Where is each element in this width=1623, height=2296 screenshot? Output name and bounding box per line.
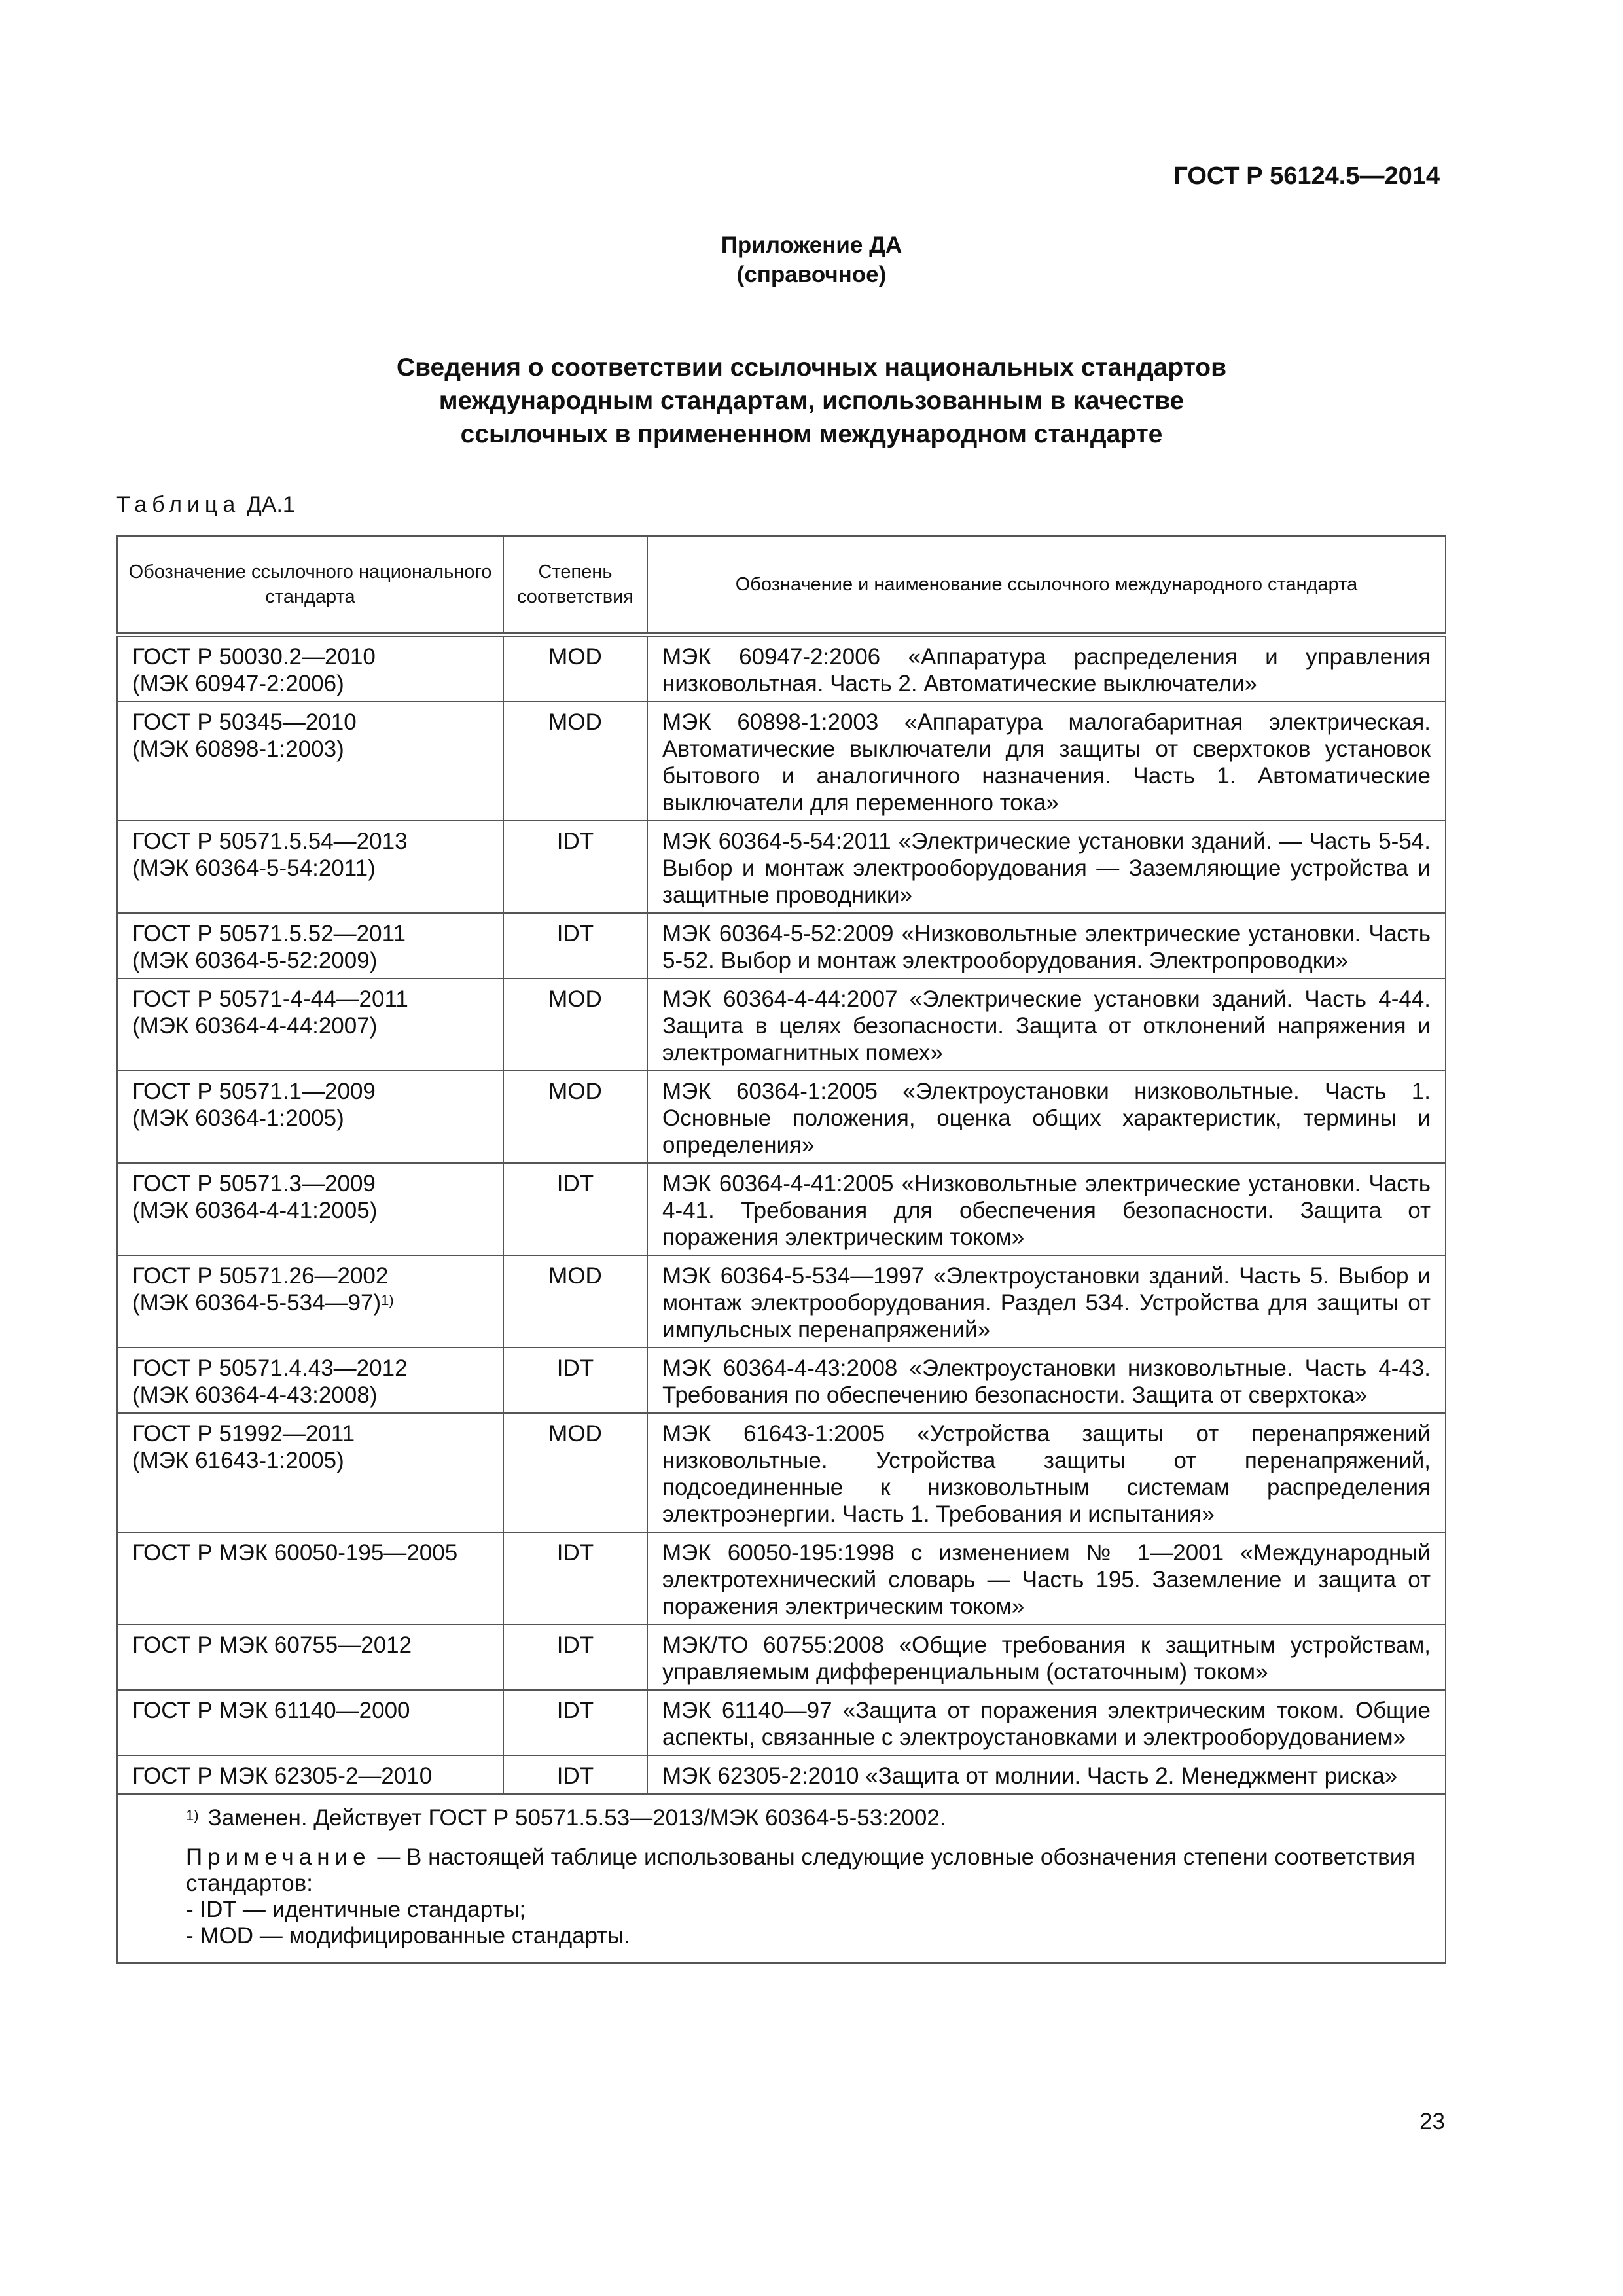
appendix-heading (0, 230, 1623, 289)
table-label-word: Таблица (116, 492, 241, 517)
national-standard-cell: ГОСТ Р 50030.2—2010 (МЭК 60947-2:2006) (117, 635, 503, 702)
national-standard-cell: ГОСТ Р 50571.26—2002 (МЭК 60364-5-534—97)$^{1)}$ (117, 1255, 503, 1348)
note-list-item: - MOD — модифицированные стандарты. (186, 1923, 631, 1948)
table-row (117, 1163, 1446, 1255)
degree-cell: MOD (503, 1071, 647, 1163)
international-standard-cell: МЭК 60364-5-534—1997 «Электроустановки зданий. Часть 5. Выбор и монтаж электрооборудования. Раздел 534. Устройства для защиты от импульсных перенапряжений» (647, 1255, 1446, 1348)
degree-cell: MOD (503, 1413, 647, 1532)
table-row (117, 1413, 1446, 1532)
international-standard-cell: МЭК/ТО 60755:2008 «Общие требования к защитным устройствам, управляемым дифференциальным (остаточным) током» (647, 1624, 1446, 1690)
table-row (117, 821, 1446, 913)
international-standard-cell: МЭК 60364-5-52:2009 «Низковольтные электрические установки. Часть 5-52. Выбор и монтаж электрооборудования. Электропроводки» (647, 913, 1446, 978)
reference-table (116, 535, 1446, 1964)
notes-cell (117, 1794, 1446, 1963)
table-row (117, 1624, 1446, 1690)
national-standard-cell: ГОСТ Р 50571-4-44—2011 (МЭК 60364-4-44:2007) (117, 978, 503, 1071)
footnote-text: Заменен. Действует ГОСТ Р 50571.5.53—2013/МЭК 60364-5-53:2002. (207, 1805, 946, 1831)
degree-cell: IDT (503, 1755, 647, 1794)
degree-cell: MOD (503, 978, 647, 1071)
table-label (116, 492, 295, 518)
table-row (117, 1690, 1446, 1755)
degree-cell: IDT (503, 1348, 647, 1413)
international-standard-cell: МЭК 60364-4-43:2008 «Электроустановки низковольтные. Часть 4-43. Требования по обеспечению безопасности. Защита от сверхтока» (647, 1348, 1446, 1413)
notes-row (117, 1794, 1446, 1963)
national-standard-cell: ГОСТ Р 50571.4.43—2012 (МЭК 60364-4-43:2008) (117, 1348, 503, 1413)
degree-cell: MOD (503, 635, 647, 702)
table-row (117, 1348, 1446, 1413)
international-standard-cell: МЭК 60050-195:1998 с изменением № 1—2001 «Международный электротехнический словарь — Часть 195. Заземление и защита от поражения электрическим током» (647, 1532, 1446, 1624)
national-standard-cell: ГОСТ Р 50571.5.52—2011 (МЭК 60364-5-52:2009) (117, 913, 503, 978)
international-standard-cell: МЭК 62305-2:2010 «Защита от молнии. Часть 2. Менеджмент риска» (647, 1755, 1446, 1794)
page-number: 23 (1419, 2109, 1445, 2134)
table-row (117, 1755, 1446, 1794)
table-row (117, 702, 1446, 821)
degree-cell: MOD (503, 702, 647, 821)
appendix-title: Приложение ДА (721, 232, 902, 258)
national-standard-cell: ГОСТ Р МЭК 61140—2000 (117, 1690, 503, 1755)
table-row (117, 635, 1446, 702)
degree-cell: IDT (503, 1532, 647, 1624)
document-code: ГОСТ Р 56124.5—2014 (1173, 162, 1440, 190)
table-body (117, 635, 1446, 1795)
international-standard-cell: МЭК 60364-4-41:2005 «Низковольтные электрические установки. Часть 4-41. Требования для обеспечения безопасности. Защита от поражения электрическим током» (647, 1163, 1446, 1255)
degree-cell: IDT (503, 1163, 647, 1255)
national-standard-cell: ГОСТ Р 50571.5.54—2013 (МЭК 60364-5-54:2011) (117, 821, 503, 913)
table-row (117, 913, 1446, 978)
section-title-line: международным стандартам, использованным в качестве (438, 387, 1185, 415)
international-standard-cell: МЭК 60364-5-54:2011 «Электрические установки зданий. — Часть 5-54. Выбор и монтаж электрооборудования — Заземляющие устройства и защитные проводники» (647, 821, 1446, 913)
degree-cell: IDT (503, 1624, 647, 1690)
footnote-reference: 1) (381, 1292, 394, 1308)
column-header-degree: Степень соответствия (503, 536, 647, 635)
international-standard-cell: МЭК 60364-4-44:2007 «Электрические установки зданий. Часть 4-44. Защита в целях безопасности. Защита от отклонений напряжения и электромагнитных помех» (647, 978, 1446, 1071)
note (132, 1844, 1431, 1897)
note-text: — В настоящей таблице использованы следующие условные обозначения степени соответствия стандартов: (186, 1844, 1416, 1896)
table-row (117, 1071, 1446, 1163)
table-row (117, 978, 1446, 1071)
international-standard-cell: МЭК 61140—97 «Защита от поражения электрическим током. Общие аспекты, связанные с электроустановками и электрооборудованием» (647, 1690, 1446, 1755)
national-standard-cell: ГОСТ Р 51992—2011 (МЭК 61643-1:2005) (117, 1413, 503, 1532)
degree-cell: IDT (503, 913, 647, 978)
national-standard-cell: ГОСТ Р МЭК 60755—2012 (117, 1624, 503, 1690)
section-title-line: ссылочных в примененном международном стандарте (460, 420, 1163, 448)
note-label: Примечание (186, 1844, 371, 1870)
international-standard-cell: МЭК 60364-1:2005 «Электроустановки низковольтные. Часть 1. Основные положения, оценка общих характеристик, термины и определения» (647, 1071, 1446, 1163)
table-row (117, 1255, 1446, 1348)
appendix-subtitle: (справочное) (736, 262, 887, 287)
international-standard-cell: МЭК 60898-1:2003 «Аппаратура малогабаритная электрическая. Автоматические выключатели для защиты от сверхтоков установок бытового и аналогичного назначения. Часть 1. Автоматические выключатели для переменного тока» (647, 702, 1446, 821)
national-standard-cell: ГОСТ Р 50345—2010 (МЭК 60898-1:2003) (117, 702, 503, 821)
footnote-marker: 1) (186, 1807, 199, 1823)
section-title (0, 351, 1623, 451)
column-header-international: Обозначение и наименование ссылочного международного стандарта (647, 536, 1446, 635)
national-standard-cell: ГОСТ Р 50571.1—2009 (МЭК 60364-1:2005) (117, 1071, 503, 1163)
degree-cell: IDT (503, 821, 647, 913)
column-header-national: Обозначение ссылочного национального стандарта (117, 536, 503, 635)
national-standard-cell: ГОСТ Р 50571.3—2009 (МЭК 60364-4-41:2005) (117, 1163, 503, 1255)
international-standard-cell: МЭК 61643-1:2005 «Устройства защиты от перенапряжений низковольтные. Устройства защиты от перенапряжений, подсоединенные к низковольтным системам распределения электроэнергии. Часть 1. Требования и испытания» (647, 1413, 1446, 1532)
note-list-item: - IDT — идентичные стандарты; (186, 1897, 526, 1922)
section-title-line: Сведения о соответствии ссылочных национальных стандартов (396, 353, 1227, 382)
degree-cell: IDT (503, 1690, 647, 1755)
table-row (117, 1532, 1446, 1624)
national-standard-cell: ГОСТ Р МЭК 60050-195—2005 (117, 1532, 503, 1624)
table-header-row (117, 536, 1446, 635)
table-label-number: ДА.1 (246, 492, 295, 517)
footnote (132, 1805, 1431, 1831)
degree-cell: MOD (503, 1255, 647, 1348)
international-standard-cell: МЭК 60947-2:2006 «Аппаратура распределения и управления низковольтная. Часть 2. Автоматические выключатели» (647, 635, 1446, 702)
national-standard-cell: ГОСТ Р МЭК 62305-2—2010 (117, 1755, 503, 1794)
